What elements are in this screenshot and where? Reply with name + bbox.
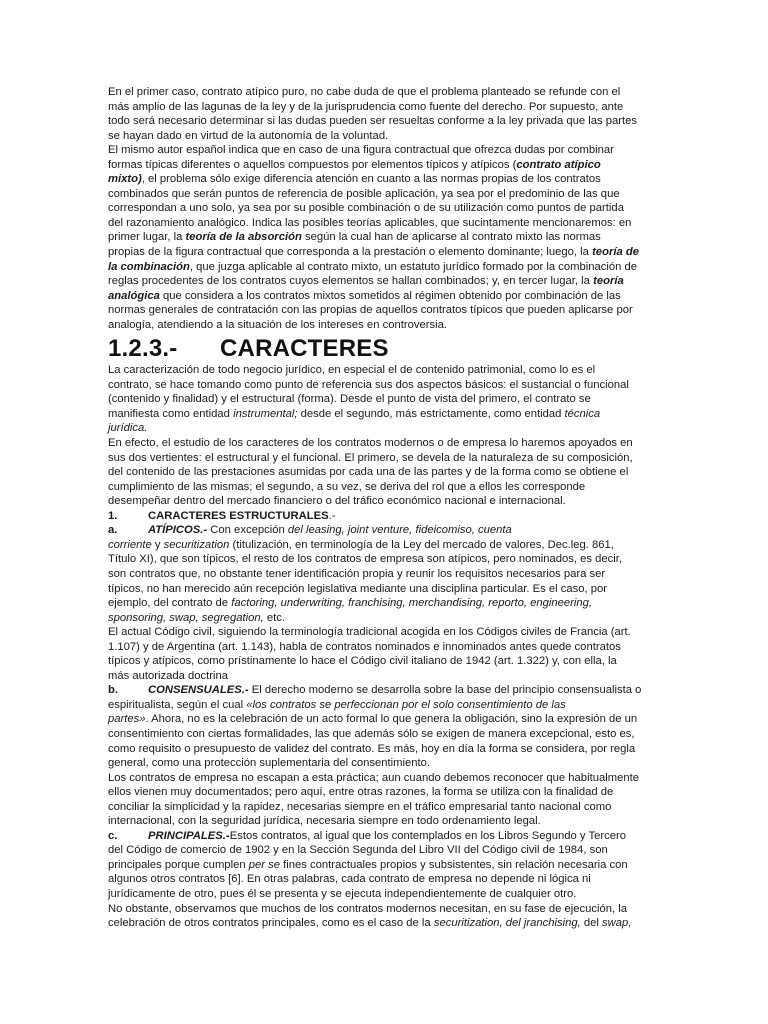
item-atypical <box>108 523 660 625</box>
text-line: del contenido de las prestaciones asumidas por cada una de las partes y de la forma como se obtiene el <box>108 466 629 479</box>
text-line: El actual Código civil, siguiendo la terminología tradicional acogida en los Códigos civiles de Francia (art. <box>108 626 631 639</box>
text-line: típicos y atípicos, como prístinamente lo hace el Código civil italiano de 1942 (art. 1.322) y, con ella, la <box>108 655 617 668</box>
emphasis-term: teoría <box>593 275 624 288</box>
text-line: típicos, no han merecido aún recepción legislativa mediante una disciplina particular. Es el caso, por <box>108 582 608 595</box>
emphasis-term: mixto) <box>108 173 142 186</box>
text-line: sponsoring, swap, segregation, etc. <box>108 611 285 624</box>
section-number: 1.2.3.- <box>108 335 178 363</box>
emphasis-term: la combinación <box>108 260 190 273</box>
text-line: a. ATÍPICOS.- Con excepción del leasing, joint venture, fideicomiso, cuenta <box>108 524 512 537</box>
text-line: algunos otros contratos [6]. En otras palabras, cada contrato de empresa no depende ni lógica ni <box>108 873 591 886</box>
text-line: jurídica. <box>108 422 148 435</box>
text-line: En efecto, el estudio de los caracteres de los contratos modernos o de empresa lo haremos apoyados en <box>108 437 633 450</box>
text-line: internacional, con la seguridad jurídica, necesaria siempre en todo ordenamiento legal. <box>108 815 541 828</box>
text-line: mixto), el problema sólo exige diferencia atención en cuanto a las normas propias de los contratos <box>108 173 601 186</box>
text-line: jurídicamente de otro, pues él se presenta y se ejecuta independientemente de cualquier otro. <box>108 887 577 900</box>
text-line: reglas procedentes de los contratos cuyos elementos se hallan combinados; y, en tercer lugar, la teoría <box>108 275 624 288</box>
emphasis-term: teoría de la absorción <box>185 231 302 244</box>
text-line: se hayan dado en virtud de la autonomía de la voluntad. <box>108 129 389 142</box>
text-line: En el primer caso, contrato atípico puro, no cabe duda de que el problema planteado se refunde con el <box>108 86 621 98</box>
item-principal <box>108 829 660 902</box>
text-line: como requisito o presupuesto de validez del contrato. Es más, hoy en día la forma se considera, por regla <box>108 742 636 755</box>
text-line: Título XI), que son típicos, el resto de los contratos de empresa son atípicos, pero nominados, es decir, <box>108 553 623 566</box>
text-line: más amplio de las lagunas de la ley y de la jurisprudencia como fuente del derecho. Por supuesto, ante <box>108 100 624 113</box>
text-line: combinados que serán puntos de referencia de posible aplicación, ya sea por el predominio de las que <box>108 187 620 200</box>
text-line: ejemplo, del contrato de factoring, underwriting, franchising, merchandising, reporto, engineering, <box>108 597 593 610</box>
text-line: El mismo autor español indica que en caso de una figura contractual que ofrezca dudas por combinar <box>108 144 614 157</box>
item-title: CONSENSUALES.- <box>148 684 249 697</box>
text-line: más autorizada doctrina <box>108 669 229 682</box>
paragraph-study-approach <box>108 436 660 509</box>
text-line: Los contratos de empresa no escapan a esta práctica; aun cuando debemos reconocer que habitualmente <box>108 771 639 784</box>
text-line: No obstante, observamos que muchos de los contratos modernos necesitan, en su fase de ejecución, la <box>108 902 628 915</box>
text-line: conciliar la simplicidad y la rapidez, necesarias siempre en el tráfico empresarial tanto nacional como <box>108 800 612 813</box>
text-line: son contratos que, no obstante tener identificación propia y reunir los requisitos necesarios para ser <box>108 567 606 580</box>
text-line: primer lugar, la teoría de la absorción según la cual han de aplicarse al contrato mixto las normas <box>108 231 601 244</box>
text-line: consentimiento con ciertas formalidades, las que además sólo se exigen de manera excepcional, esto es, <box>108 727 635 740</box>
text-line: sus dos vertientes: el estructural y el funcional. El primero, se devela de la naturaleza de su composición, <box>108 451 633 464</box>
text-line: partes». Ahora, no es la celebración de un acto formal lo que genera la obligación, sino la expresión de un <box>108 713 638 726</box>
item-letter: c. <box>108 829 118 842</box>
text-line: propias de la figura contractual que corresponda a la prestación o elemento dominante; luego, la teoría de <box>108 246 639 259</box>
text-line: La caracterización de todo negocio jurídico, en especial el de contenido patrimonial, como lo es el <box>108 364 596 377</box>
item-title: ATÍPICOS.- <box>148 524 208 537</box>
subsection-structural-characters <box>108 509 660 524</box>
paragraph-civil-code <box>108 625 660 683</box>
text-line: ellos vienen muy documentados; pero aquí, entre otras razones, la forma se utiliza con la finalidad de <box>108 786 614 799</box>
text-line: normas generales de contratación con las propias de aquellos contratos típicos que pueden aplicarse por <box>108 304 633 317</box>
item-title: PRINCIPALES.- <box>148 829 230 842</box>
paragraph-mixed-contract-theories <box>108 143 660 332</box>
text-line: del razonamiento analógico. Indica las posibles teorías aplicables, que sucintamente mencionaremos: en <box>108 216 632 229</box>
item-consensual <box>108 683 660 770</box>
emphasis-term: contrato atípico <box>516 158 601 171</box>
text-line: 1. CARACTERES ESTRUCTURALES.- <box>108 509 336 522</box>
text-line: cumplimiento de las mismas; el segundo, a su vez, se deriva del rol que a ellos les corresponde <box>108 480 586 493</box>
text-line: general, como una protección suplementaria del consentimiento. <box>108 757 431 770</box>
text-line: 1.107) y de Argentina (art. 1.143), habla de contratos nominados e innominados antes quede contratos <box>108 640 621 653</box>
paragraph-atypical-pure <box>108 85 660 143</box>
item-letter: b. <box>108 684 118 697</box>
emphasis-term: teoría de <box>592 246 639 259</box>
section-title: CARACTERES <box>220 335 389 363</box>
document-page <box>108 85 660 931</box>
text-line: del Código de comercio de 1902 y en la Sección Segunda del Libro VII del Código civil de 1984, son <box>108 844 608 857</box>
paragraph-business-contracts <box>108 771 660 829</box>
text-line: corriente y securitization (titulización, en terminología de la Ley del mercado de valores, Dec.leg. 861, <box>108 538 614 551</box>
text-line: contrato, se hace tomando como punto de referencia sus dos aspectos básicos: el sustancial o funcional <box>108 378 629 391</box>
section-heading <box>108 334 660 363</box>
text-line: principales porque cumplen per se fines contractuales propios y subsistentes, sin relación necesaria con <box>108 858 628 871</box>
paragraph-modern-contracts <box>108 902 660 931</box>
text-line: celebración de otros contratos principales, como es el caso de la securitization, del jranchising, del swap, <box>108 917 632 930</box>
text-line: manifiesta como entidad instrumental; desde el segundo, más estrictamente, como entidad técnica <box>108 407 601 420</box>
text-line: analógica que considera a los contratos mixtos sometidos al régimen obtenido por combinación de las <box>108 289 621 302</box>
text-line: espiritualista, según el cual «los contratos se perfeccionan por el solo consentimiento de las <box>108 698 566 711</box>
text-line: (contenido y finalidad) y el estructural (forma). Desde el punto de vista del primero, el contrato se <box>108 393 591 406</box>
text-line: todo será necesario determinar si las dudas pueden ser resueltas conforme a la ley privada que las partes <box>108 115 638 128</box>
emphasis-term: analógica <box>108 289 160 302</box>
item-letter: a. <box>108 524 118 537</box>
text-line: c. PRINCIPALES.-Estos contratos, al igual que los contemplados en los Libros Segundo y Tercero <box>108 829 626 842</box>
paragraph-characterization <box>108 363 660 436</box>
text-line: desempeñar dentro del mercado financiero o del tráfico económico nacional e internacional. <box>108 495 566 508</box>
text-line: correspondan a uno solo, ya sea por su posible combinación o de su utilización como puntos de partida <box>108 202 624 215</box>
text-line: formas típicas diferentes o aquellos compuestos por elementos típicos y atípicos (contrato atípico <box>108 158 601 171</box>
text-line: b. CONSENSUALES.- El derecho moderno se desarrolla sobre la base del principio consensualista o <box>108 684 642 697</box>
text-line: analogía, atendiendo a la situación de los intereses en controversia. <box>108 318 447 331</box>
text-line: la combinación, que juzga aplicable al contrato mixto, un estatuto jurídico formado por la combinación de <box>108 260 638 273</box>
